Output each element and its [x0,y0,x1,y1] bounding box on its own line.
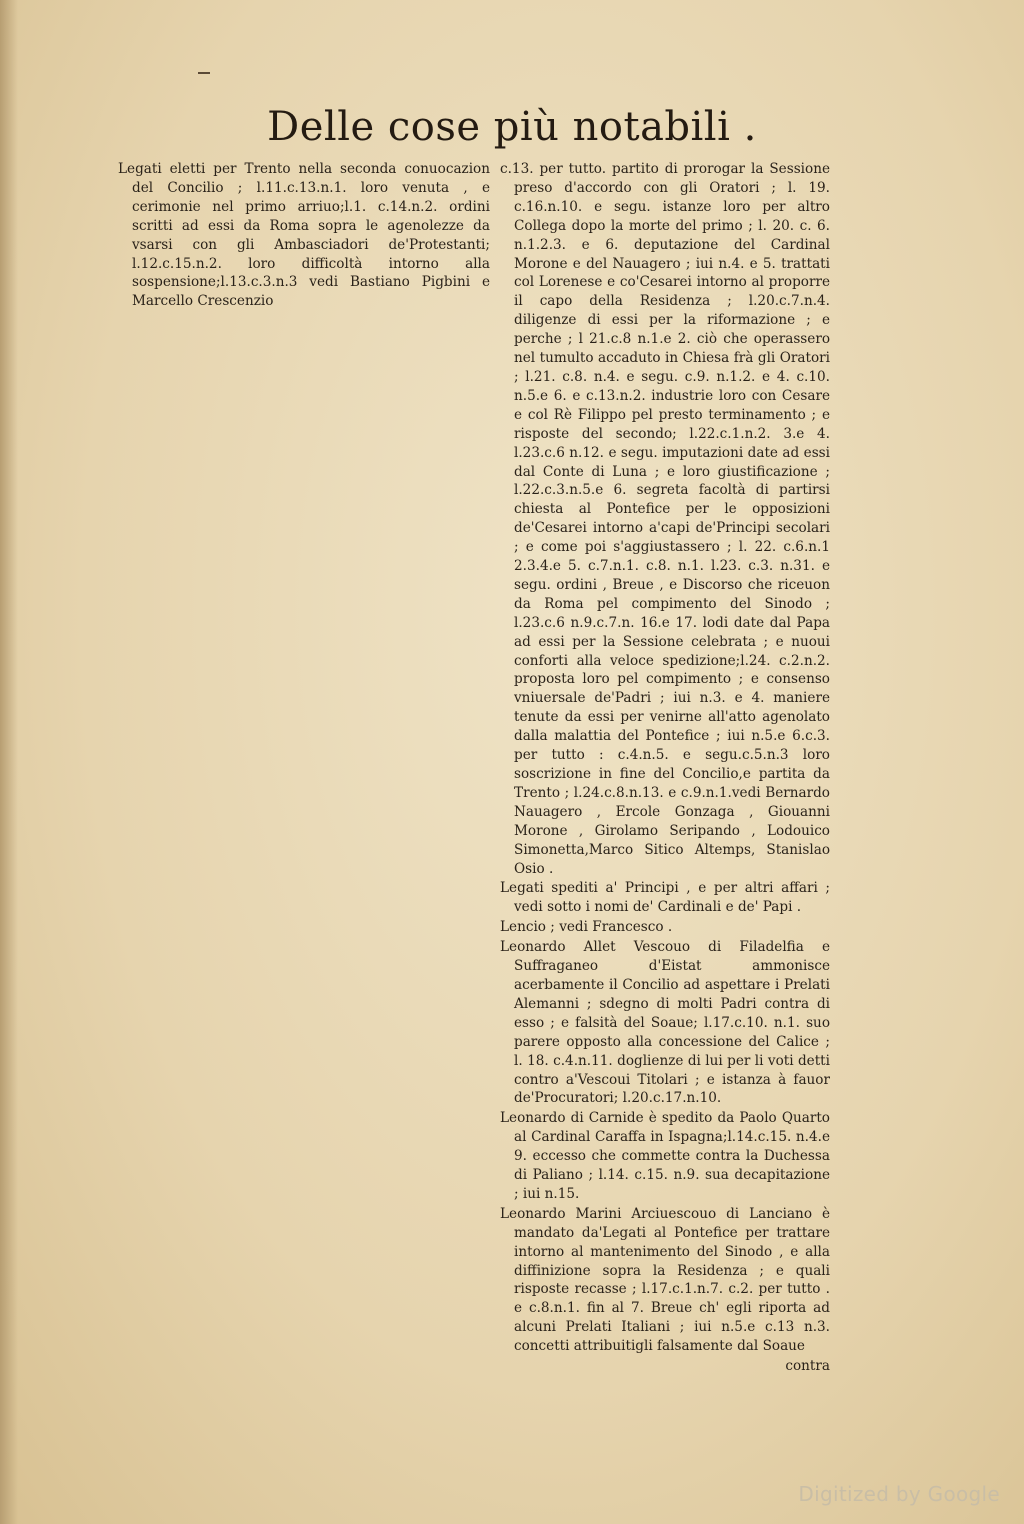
index-entry: Legati eletti per Trento nella seconda conuocazion del Concilio ; l.11.c.13.n.1. loro venuta , e cerimonie nel primo arriuo;l.1. c.14.n.2. ordini scritti ad essi da Roma sopra le agenolezze da vsarsi con gli Ambasciadori de'Protestanti; l.12.c.15.n.2. loro difficoltà intorno alla sospensione;l.13.c.3.n.3 vedi Bastiano Pigbini e Marcello Crescenzio [118,161,490,310]
index-entry: Legati spediti a' Principi , e per altri affari ; vedi sotto i nomi de' Cardinali e de' Papi . [500,880,830,916]
digitized-watermark: Digitized by Google [798,1482,1000,1506]
right-column [500,160,830,1377]
decorative-dash [198,72,210,74]
index-entry: Leonardo Marini Arciuescouo di Lanciano è mandato da'Legati al Pontefice per trattare intorno al mantenimento del Sinodo , e alla diffinizione sopra la Residenza ; e quali risposte recasse ; l.17.c.1.n.7. c.2. per tutto . e c.8.n.1. fin al 7. Breue ch' egli riporta ad alcuni Prelati Italiani ; iui n.5.e c.13 n.3. concetti attribuitigli falsamente dal Soaue [500,1205,830,1355]
index-entry: Leonardo Allet Vescouo di Filadelfia e Suffraganeo d'Eistat ammonisce acerbamente il Concilio ad aspettare i Prelati Alemanni ; sdegno di molti Padri contra di esso ; e falsità del Soaue; l.17.c.10. n.1. suo parere opposto alla concessione del Calice ; l. 18. c.4.n.11. doglienze di lui per li voti detti contro a'Vescoui Titolari ; e istanza à fauor de'Procuratori; l.20.c.17.n.10. [500,939,830,1107]
catchword: contra [785,1358,830,1375]
index-entry: c.13. per tutto. partito di prorogar la Sessione preso d'accordo con gli Oratori ; l. 19. c.16.n.10. e segu. istanze loro per altro Collega dopo la morte del primo ; l. 20. c. 6. n.1.2.3. e 6. deputazione del Cardinal Morone e del Nauagero ; iui n.4. e 5. trattati col Lorenese e co'Cesarei intorno al proporre il capo della Residenza ; l.20.c.7.n.4. diligenze di essi per la riformazione ; e perche ; l 21.c.8 n.1.e 2. ciò che operassero nel tumulto accaduto in Chiesa frà gli Oratori ; l.21. c.8. n.4. e segu. c.9. n.1.2. e 4. c.10. n.5.e 6. e c.13.n.2. industrie loro con Cesare e col Rè Filippo pel presto terminamento ; e risposte del secondo; l.22.c.1.n.2. 3.e 4. l.23.c.6 n.12. e segu. imputazioni date ad essi dal Conte di Luna ; e loro giustificazione ; l.22.c.3.n.5.e 6. segreta facoltà di partirsi chiesta al Pontefice per le opposizioni de'Cesarei intorno a'capi de'Principi secolari ; e come poi s'aggiustassero ; l. 22. c.6.n.1 2.3.4.e 5. c.7.n.1. c.8. n.1. l.23. c.3. n.31. e segu. ordini , Breue , e Discorso che riceuon da Roma pel compimento del Sinodo ; l.23.c.6 n.9.c.7.n. 16.e 17. lodi date dal Papa ad essi per la Sessione celebrata ; e nuoui conforti alla veloce spedizione;l.24. c.2.n.2. proposta loro pel compimento ; e consenso vniuersale de'Padri ; iui n.3. e 4. maniere tenute da essi per venirne all'atto agenolato dalla malattia del Pontefice ; iui n.5.e 6.c.3. per tutto : c.4.n.5. e segu.c.5.n.3 loro soscrizione in fine del Concilio,e partita da Trento ; l.24.c.8.n.13. e c.9.n.1.vedi Bernardo Nauagero , Ercole Gonzaga , Giouanni Morone , Girolamo Seripando , Lodouico Simonetta,Marco Sitico Altemps, Stanislao Osio . [500,161,830,877]
page-title: Delle cose più notabili . [267,104,757,150]
index-entry: Leonardo di Carnide è spedito da Paolo Quarto al Cardinal Caraffa in Ispagna;l.14.c.15. n.4.e 9. eccesso che commette contra la Duchessa di Paliano ; l.14. c.15. n.9. sua decapitazione ; iui n.15. [500,1110,830,1202]
page-edge-shadow [0,0,18,1524]
left-column [118,160,490,312]
index-entry: Lencio ; vedi Francesco . [500,919,673,936]
